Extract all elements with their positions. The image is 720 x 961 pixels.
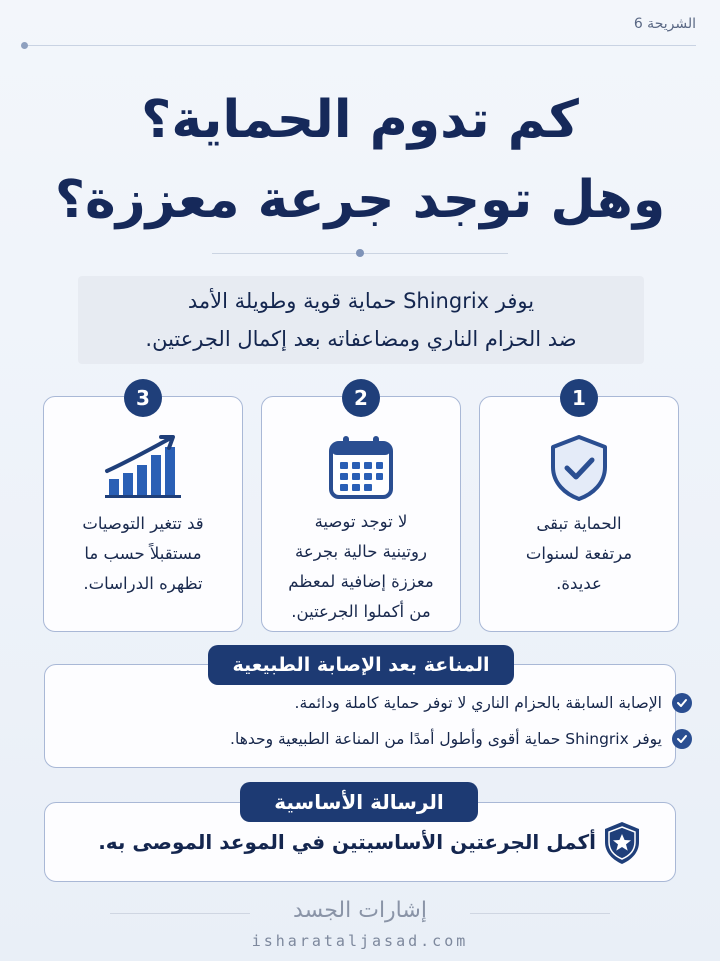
brand-logo-text: إشارات الجسد bbox=[293, 898, 427, 923]
slide-label: الشريحة 6 bbox=[633, 16, 696, 32]
natural-immunity-heading: المناعة بعد الإصابة الطبيعية bbox=[208, 645, 514, 685]
list-item bbox=[295, 690, 692, 716]
card-text-line: الحماية تبقى bbox=[536, 514, 622, 533]
info-card-booster bbox=[261, 386, 461, 632]
top-divider bbox=[24, 45, 696, 46]
card-text-line: لا توجد توصية bbox=[314, 512, 408, 531]
card-text-line: مرتفعة لسنوات bbox=[525, 544, 633, 563]
intro-box bbox=[78, 276, 644, 364]
card-text-line: مستقبلاً حسب ما bbox=[84, 544, 202, 563]
card-text-line: عديدة. bbox=[556, 574, 602, 593]
card-text-line: من أكملوا الجرعتين. bbox=[291, 602, 431, 621]
card-number-badge: 1 bbox=[560, 379, 598, 417]
calendar-icon bbox=[325, 433, 397, 505]
check-icon bbox=[672, 693, 692, 713]
star-shield-icon bbox=[602, 820, 642, 870]
list-item bbox=[230, 726, 692, 752]
website-url: isharataljasad.com bbox=[251, 932, 469, 950]
title-line-1: كم تدوم الحماية؟ bbox=[141, 90, 579, 150]
key-message-heading: الرسالة الأساسية bbox=[240, 782, 478, 822]
bullet-text: يوفر Shingrix حماية أقوى وأطول أمدًا من المناعة الطبيعية وحدها. bbox=[230, 730, 662, 748]
intro-line-2: ضد الحزام الناري ومضاعفاته بعد إكمال الجرعتين. bbox=[145, 327, 577, 351]
title-line-2: وهل توجد جرعة معززة؟ bbox=[54, 170, 666, 230]
key-message-text: أكمل الجرعتين الأساسيتين في الموعد الموصى به. bbox=[98, 830, 596, 854]
title-divider bbox=[212, 253, 508, 254]
bullet-text: الإصابة السابقة بالحزام الناري لا توفر حماية كاملة ودائمة. bbox=[294, 694, 662, 712]
card-number-badge: 2 bbox=[342, 379, 380, 417]
card-text-line: تظهره الدراسات. bbox=[83, 574, 203, 593]
info-card-protection bbox=[479, 386, 679, 632]
info-card-future bbox=[43, 386, 243, 632]
growth-chart-icon bbox=[103, 433, 183, 503]
intro-line-1: يوفر Shingrix حماية قوية وطويلة الأمد bbox=[187, 289, 535, 313]
card-text-line: معززة إضافية لمعظم bbox=[288, 572, 434, 591]
card-number-badge: 3 bbox=[124, 379, 162, 417]
card-text-line: روتينية حالية بجرعة bbox=[295, 542, 427, 561]
page-title bbox=[20, 80, 700, 240]
shield-check-icon bbox=[547, 433, 611, 507]
check-icon bbox=[672, 729, 692, 749]
card-text-line: قد تتغير التوصيات bbox=[82, 514, 204, 533]
